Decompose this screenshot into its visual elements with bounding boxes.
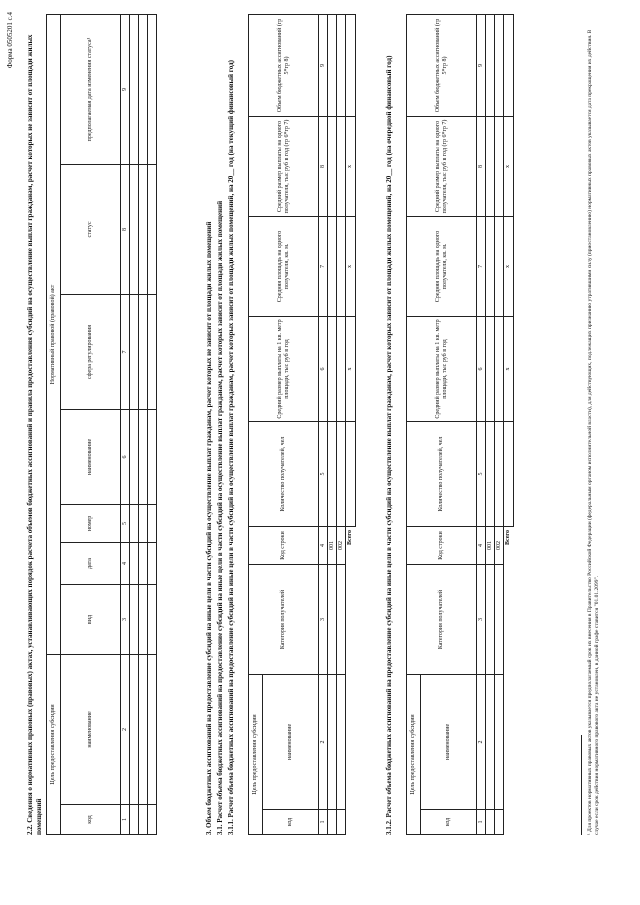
calc1-x: x bbox=[346, 217, 356, 317]
npa-col-number: номер bbox=[61, 505, 121, 543]
calc2-x: x bbox=[504, 217, 514, 317]
calc1-row-002 bbox=[337, 15, 346, 835]
calc2-num-2: 2 bbox=[477, 675, 486, 810]
section-3-title: 3. Объем бюджетных ассигнований на предоставление субсидий на иные цели в части субсидий на осуществление выплат гражданам, расчет которых не зависит от площади жилых помещений bbox=[205, 221, 213, 835]
npa-head-purpose: Цель предоставления субсидии bbox=[47, 655, 61, 835]
form-code: Форма 0505201 с.4 bbox=[6, 12, 14, 69]
npa-num-3: 3 bbox=[121, 585, 130, 655]
npa-num-8: 8 bbox=[121, 165, 130, 295]
calc1-total-label: Всего bbox=[347, 530, 354, 545]
calc2-num-8: 8 bbox=[477, 117, 486, 217]
section-3-1-2-title: 3.1.2. Расчет объема бюджетных ассигнований на предоставление субсидий на иные цели в части субсидий на осуществление выплат гражданам, расчет которых зависит от площади жилых помещений, на 20__ год (на очередной финансовый год) bbox=[385, 55, 393, 835]
calc2-num-3: 3 bbox=[477, 565, 486, 675]
calc2-col-avg-m2: Средний размер выплаты на 1 кв. метр площади, тыс руб в год bbox=[407, 317, 477, 422]
calc1-num-9: 9 bbox=[319, 15, 328, 117]
calc2-num-1: 1 bbox=[477, 810, 486, 835]
calc2-total-row bbox=[504, 15, 514, 835]
calc2-col-avg-area: Средняя площадь на одного получателя, кв. м. bbox=[407, 217, 477, 317]
calc1-total-row bbox=[346, 15, 356, 835]
npa-col-act-name: наименование bbox=[61, 410, 121, 505]
npa-empty-row bbox=[148, 15, 157, 835]
calc2-num-6: 6 bbox=[477, 317, 486, 422]
calc2-x: x bbox=[504, 117, 514, 217]
calc-table-next-year bbox=[406, 14, 514, 835]
calc1-col-code: код bbox=[263, 810, 319, 835]
calc2-head-purpose: Цель предоставления субсидии bbox=[407, 675, 421, 835]
calc1-num-8: 8 bbox=[319, 117, 328, 217]
calc1-num-5: 5 bbox=[319, 422, 328, 527]
npa-num-6: 6 bbox=[121, 410, 130, 505]
npa-num-4: 4 bbox=[121, 543, 130, 585]
footnote-divider bbox=[581, 735, 582, 835]
calc1-col-name: наименование bbox=[263, 675, 319, 810]
calc1-num-4: 4 bbox=[319, 527, 328, 565]
calc1-col-avg-area: Средняя площадь на одного получателя, кв. м. bbox=[249, 217, 319, 317]
calc2-col-avg-one: Средний размер выплаты на одного получателя, тыс руб в год (гр 6*гр 7) bbox=[407, 117, 477, 217]
npa-num-9: 9 bbox=[121, 15, 130, 165]
npa-table bbox=[46, 14, 157, 835]
calc2-row-002 bbox=[495, 15, 504, 835]
calc1-col-volume: Объем бюджетных ассигнований (гр 5*гр 8) bbox=[249, 15, 319, 117]
npa-num-2: 2 bbox=[121, 655, 130, 805]
npa-num-1: 1 bbox=[121, 805, 130, 835]
calc2-col-row-code: Код строки bbox=[407, 527, 477, 565]
calc2-total-label: Всего bbox=[505, 530, 512, 545]
calc1-col-avg-one: Средний размер выплаты на одного получателя, тыс руб в год (гр 6*гр 7) bbox=[249, 117, 319, 217]
footnote: ¹ Для проектов нормативных правовых актов указывается предполагаемый срок их внесения в Правительство Российской Федерации (федеральным органом исполнительной власти), для действующих, подлежащих признанию утратившими силу (приостановлению) нормативных правовых актов указывается дата прекращения их действия. В случае если срок действия нормативного правового акта не установлен, в данной графе ставится "01.01.2099". bbox=[587, 29, 600, 835]
calc1-col-row-code: Код строки bbox=[249, 527, 319, 565]
npa-col-type: вид bbox=[61, 585, 121, 655]
calc2-num-9: 9 bbox=[477, 15, 486, 117]
calc2-col-count: Количество получателей, чел bbox=[407, 422, 477, 527]
calc2-row-code: 002 bbox=[495, 527, 504, 565]
calc1-col-count: Количество получателей, чел bbox=[249, 422, 319, 527]
npa-col-name: наименование bbox=[61, 655, 121, 805]
calc1-row-001 bbox=[328, 15, 337, 835]
calc2-col-category: Категория получателей bbox=[407, 565, 477, 675]
calc1-num-7: 7 bbox=[319, 217, 328, 317]
calc1-num-2: 2 bbox=[319, 675, 328, 810]
section-3-1-title: 3.1. Расчет объема бюджетных ассигнований на предоставление субсидий на иные цели в части субсидий на осуществление выплат гражданам, расчет которых зависит от площади жилых помещений bbox=[216, 200, 224, 835]
calc1-col-avg-m2: Средний размер выплаты на 1 кв. метр площади, тыс руб в год bbox=[249, 317, 319, 422]
section-3-1-1-title: 3.1.1. Расчет объема бюджетных ассигнований на предоставление субсидий на иные цели в части субсидий на осуществление выплат гражданам, расчет которых зависит от площади жилых помещений, на 20__ год (на текущий финансовый год) bbox=[227, 60, 235, 835]
calc-table-current-year bbox=[248, 14, 356, 835]
npa-num-5: 5 bbox=[121, 505, 130, 543]
npa-col-scope: сфера регулирования bbox=[61, 295, 121, 410]
npa-col-status: статус bbox=[61, 165, 121, 295]
npa-empty-row bbox=[130, 15, 139, 835]
npa-col-code: код bbox=[61, 805, 121, 835]
calc1-num-6: 6 bbox=[319, 317, 328, 422]
calc1-num-3: 3 bbox=[319, 565, 328, 675]
calc1-row-code: 002 bbox=[337, 527, 346, 565]
npa-col-planned-date: предполагаемая дата изменения статуса¹ bbox=[61, 15, 121, 165]
calc2-col-name: наименование bbox=[421, 675, 477, 810]
calc2-num-7: 7 bbox=[477, 217, 486, 317]
calc1-num-1: 1 bbox=[319, 810, 328, 835]
npa-col-date: дата bbox=[61, 543, 121, 585]
calc1-x: x bbox=[346, 317, 356, 422]
section-2-2-title: 2.2. Сведения о нормативных правовых (правовых) актах, устанавливающих порядок расчета объемов бюджетных ассигнований и правила предоставления субсидий на осуществление выплат гражданам, расчет которых не зависит от площади жилых помещений bbox=[26, 34, 43, 835]
npa-empty-row bbox=[139, 15, 148, 835]
calc2-row-001 bbox=[486, 15, 495, 835]
calc2-num-5: 5 bbox=[477, 422, 486, 527]
calc2-num-4: 4 bbox=[477, 527, 486, 565]
calc1-col-category: Категория получателей bbox=[249, 565, 319, 675]
calc1-head-purpose: Цель предоставления субсидии bbox=[249, 675, 263, 835]
calc1-row-code: 001 bbox=[328, 527, 337, 565]
calc2-x: x bbox=[504, 317, 514, 422]
calc1-x: x bbox=[346, 117, 356, 217]
calc2-row-code: 001 bbox=[486, 527, 495, 565]
npa-head-act: Нормативный правовой (правовой) акт bbox=[47, 15, 61, 655]
npa-num-7: 7 bbox=[121, 295, 130, 410]
calc2-col-volume: Объем бюджетных ассигнований (гр 5*гр 8) bbox=[407, 15, 477, 117]
calc2-col-code: код bbox=[421, 810, 477, 835]
